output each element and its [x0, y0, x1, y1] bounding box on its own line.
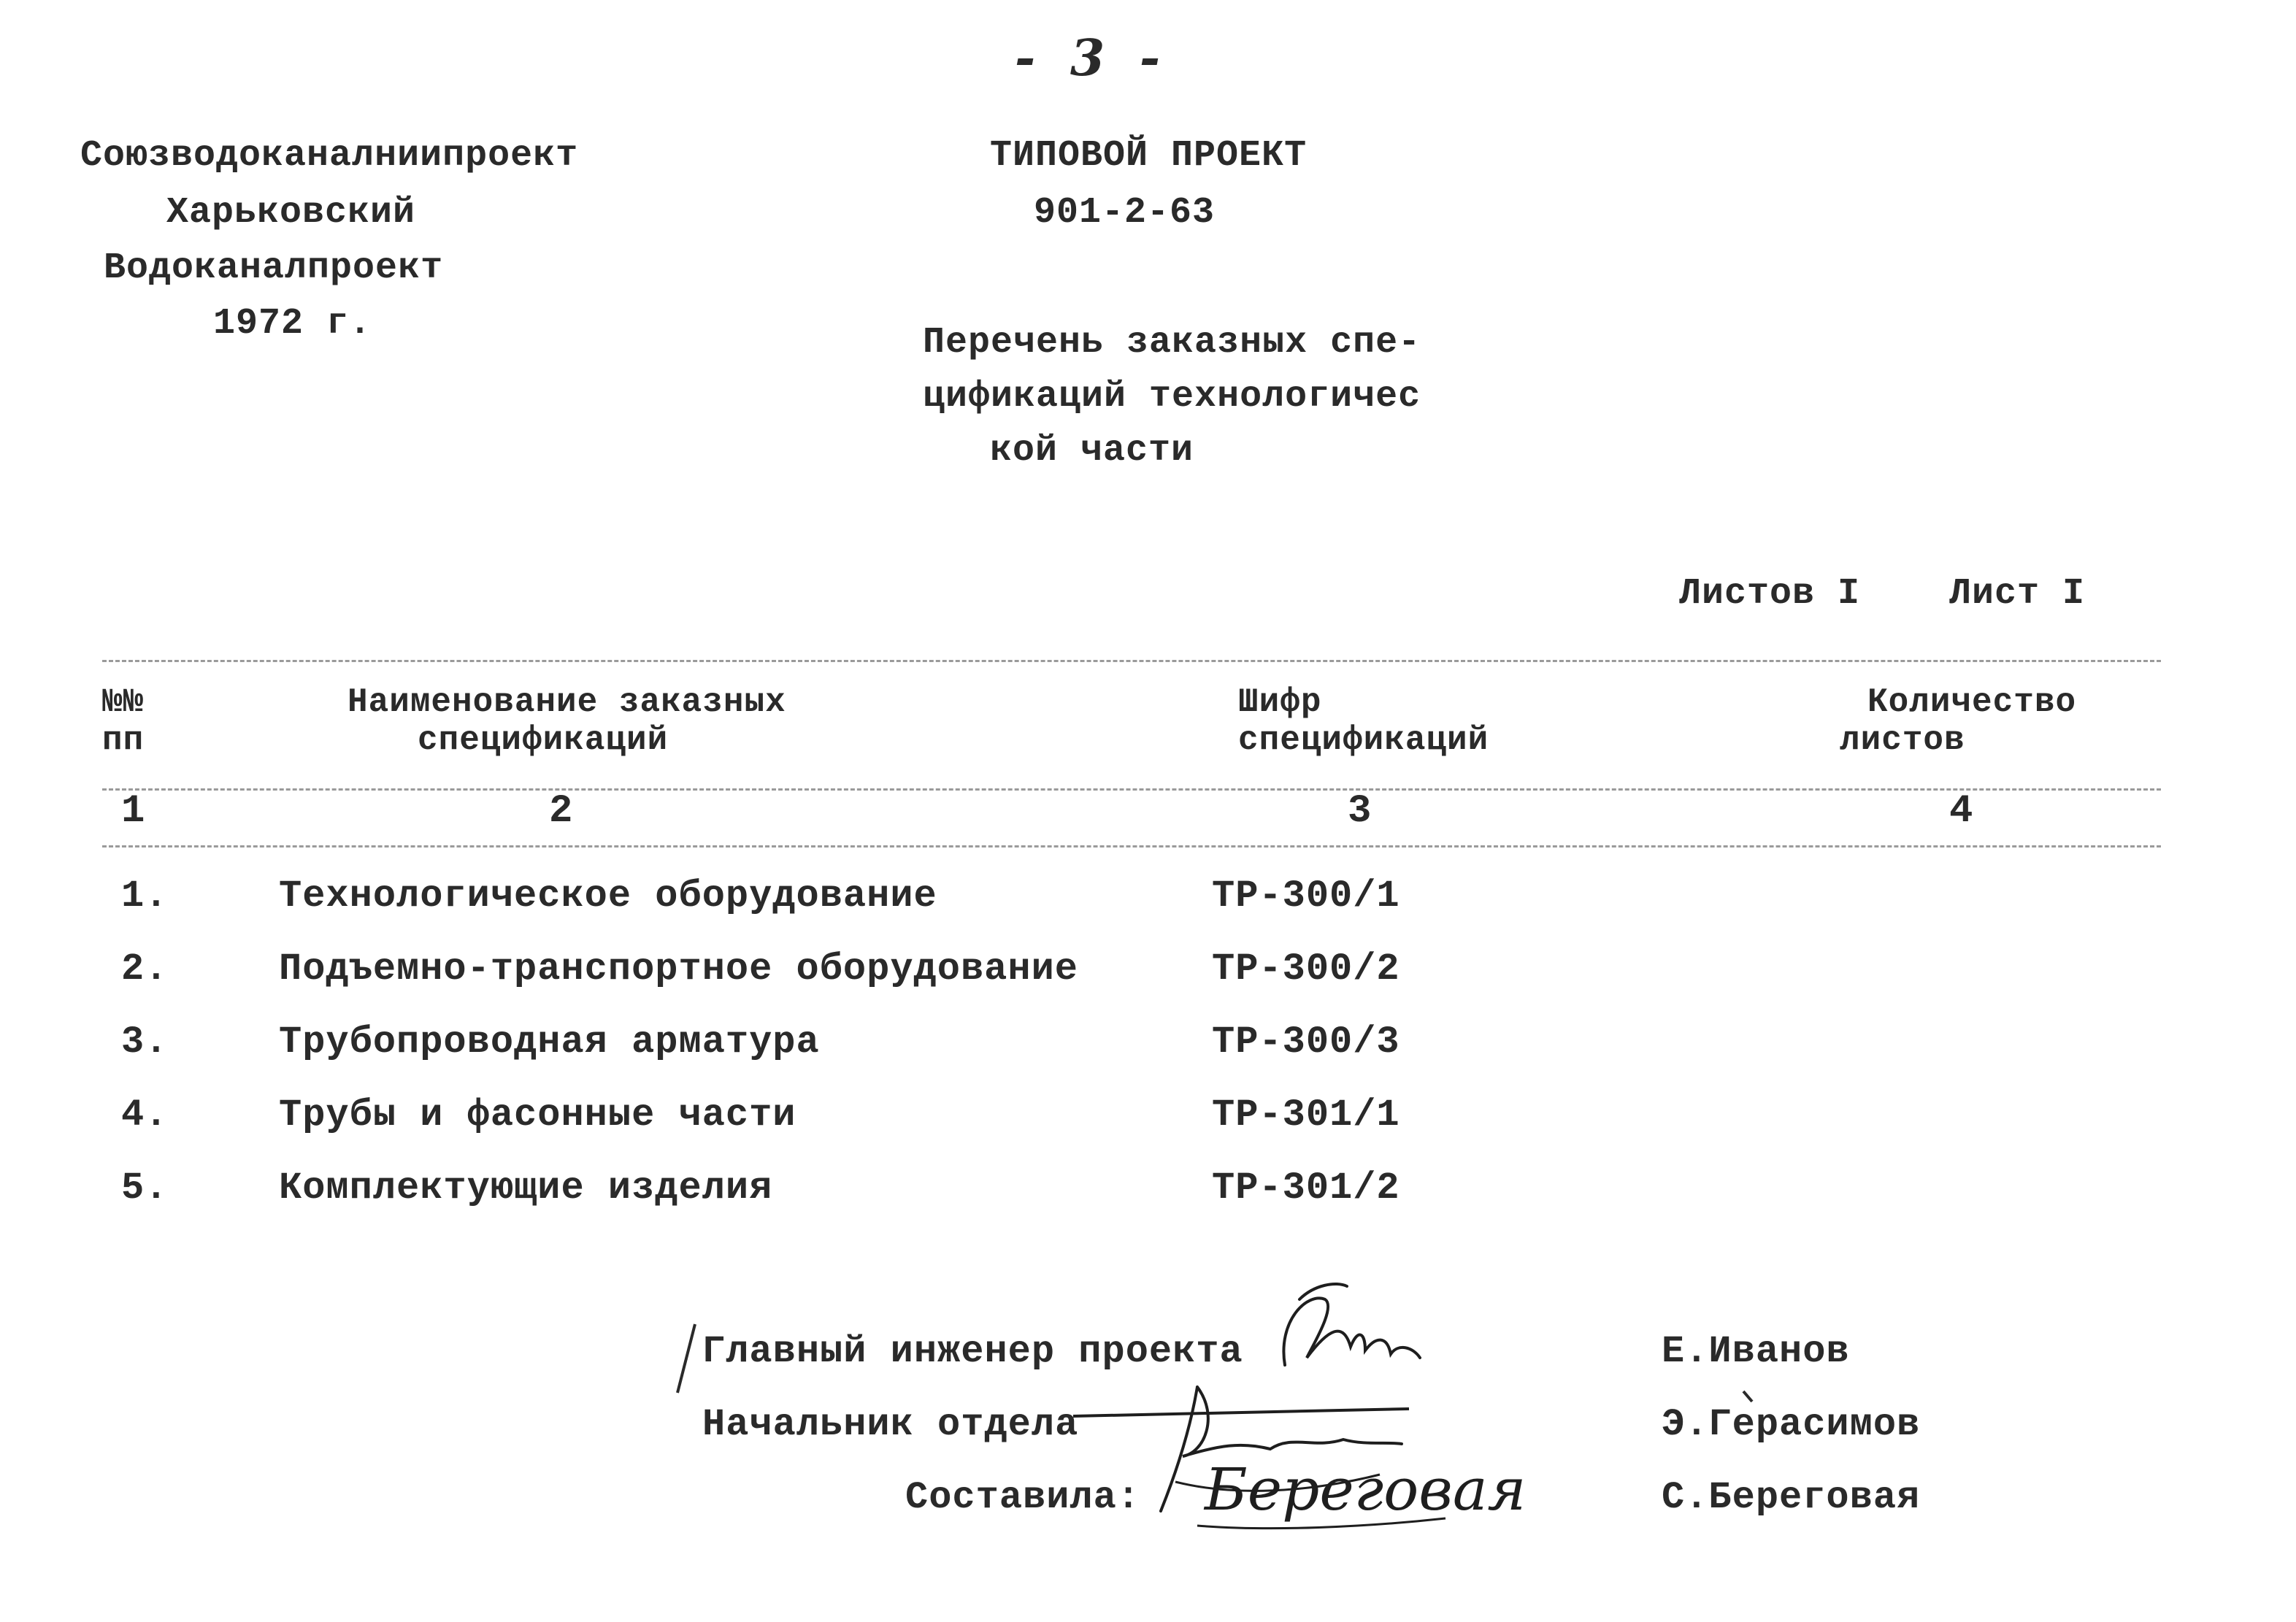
col-number-2: 2 — [549, 789, 574, 834]
col-number-1: 1 — [121, 789, 146, 834]
row-1-code: ТР-300/1 — [1212, 875, 1400, 918]
header-name-line-2: спецификаций — [418, 721, 669, 759]
row-5-code: ТР-301/2 — [1212, 1166, 1400, 1210]
sheets-current: Лист I — [1949, 573, 2086, 615]
row-4-num: 4. — [121, 1093, 169, 1137]
project-number: 901-2-63 — [1034, 192, 1216, 234]
header-code — [1238, 683, 1489, 759]
org-line-3: Водоканалпроект — [104, 247, 444, 289]
compiled-signature — [1183, 1445, 1527, 1540]
page-number: - 3 - — [1015, 29, 1170, 88]
sheets-total: Листов I — [1679, 573, 1861, 615]
row-3-code: ТР-300/3 — [1212, 1021, 1400, 1064]
org-line-1: Союзводоканалниипроект — [80, 135, 579, 177]
org-line-2: Харьковский — [166, 192, 416, 234]
row-1-name: Технологическое оборудование — [279, 875, 937, 918]
chief-engineer-name: Е.Иванов — [1662, 1330, 1850, 1373]
doc-title-line-1: Перечень заказных спе- — [923, 322, 1421, 364]
table-top-rule — [102, 660, 2161, 662]
table-colnum-rule — [102, 845, 2161, 847]
row-3-name: Трубопроводная арматура — [279, 1021, 820, 1064]
row-5-num: 5. — [121, 1166, 169, 1210]
header-code-line-2: спецификаций — [1238, 721, 1489, 759]
header-name-line-1: Наименование заказных — [348, 683, 786, 721]
header-qty-line-1: Количество — [1867, 683, 2077, 721]
chief-engineer-role: Главный инженер проекта — [702, 1330, 1243, 1373]
bracket-mark — [670, 1320, 699, 1400]
department-head-role: Начальник отдела — [702, 1403, 1079, 1446]
row-4-code: ТР-301/1 — [1212, 1093, 1400, 1137]
header-num — [102, 683, 144, 759]
row-2-num: 2. — [121, 948, 169, 991]
header-qty — [1840, 683, 2076, 759]
compiled-signature-handwriting: Береговая — [1205, 1456, 1527, 1523]
row-4-name: Трубы и фасонные части — [279, 1093, 796, 1137]
header-code-line-1: Шифр — [1238, 683, 1322, 721]
row-1-num: 1. — [121, 875, 169, 918]
table-header-rule — [102, 788, 2161, 791]
doc-title-line-3: кой части — [990, 430, 1194, 472]
compiled-role: Составила: — [905, 1476, 1141, 1519]
row-2-code: ТР-300/2 — [1212, 948, 1400, 991]
department-head-name: Э.Герасимов — [1662, 1403, 1921, 1446]
row-5-name: Комплектующие изделия — [279, 1166, 773, 1210]
project-title: ТИПОВОЙ ПРОЕКТ — [990, 135, 1308, 177]
org-year: 1972 г. — [213, 303, 372, 345]
col-number-3: 3 — [1348, 789, 1372, 834]
header-qty-line-2: листов — [1840, 721, 1965, 759]
header-num-line-1: №№ — [102, 683, 145, 721]
col-number-4: 4 — [1949, 789, 1974, 834]
compiled-name: С.Береговая — [1662, 1476, 1921, 1519]
row-3-num: 3. — [121, 1021, 169, 1064]
header-num-line-2: пп — [102, 721, 145, 759]
doc-title-line-2: цификаций технологичес — [923, 376, 1421, 418]
header-name — [348, 683, 786, 759]
row-2-name: Подъемно-транспортное оборудование — [279, 948, 1078, 991]
accent-tick — [1738, 1387, 1759, 1409]
